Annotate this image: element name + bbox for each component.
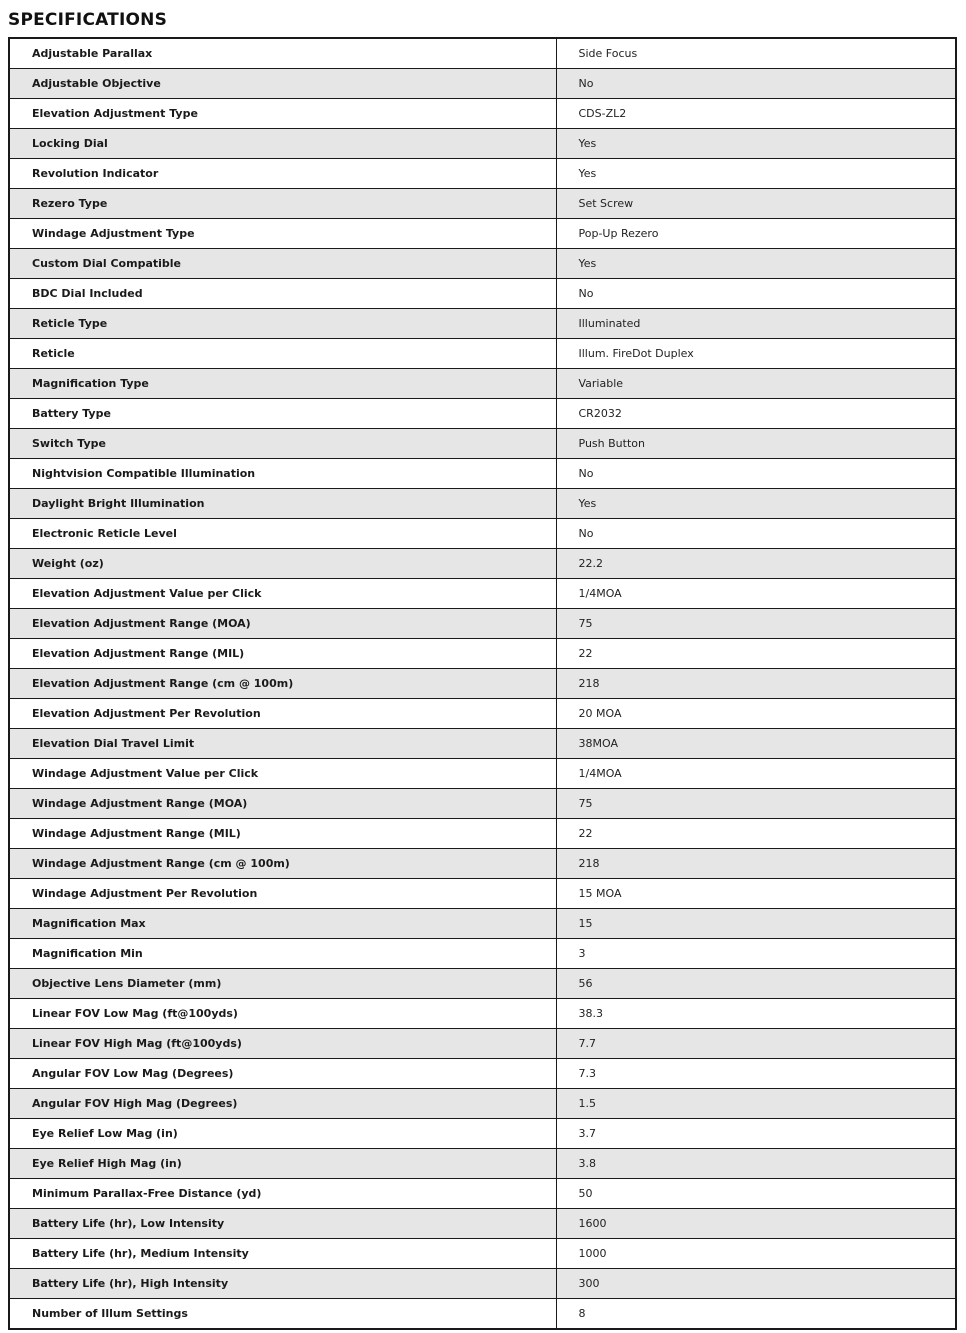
spec-label: Switch Type [9, 429, 556, 459]
table-row [9, 1239, 956, 1269]
table-row [9, 759, 956, 789]
spec-label: Eye Relief High Mag (in) [9, 1149, 556, 1179]
spec-value: 38MOA [556, 729, 956, 759]
spec-label: Elevation Adjustment Range (MIL) [9, 639, 556, 669]
spec-label: Angular FOV High Mag (Degrees) [9, 1089, 556, 1119]
spec-label: Minimum Parallax-Free Distance (yd) [9, 1179, 556, 1209]
table-row [9, 1089, 956, 1119]
table-row [9, 1119, 956, 1149]
spec-label: Battery Life (hr), High Intensity [9, 1269, 556, 1299]
spec-value: Illum. FireDot Duplex [556, 339, 956, 369]
spec-label: Weight (oz) [9, 549, 556, 579]
table-row [9, 639, 956, 669]
spec-value: 7.7 [556, 1029, 956, 1059]
table-row [9, 129, 956, 159]
spec-label: Elevation Adjustment Per Revolution [9, 699, 556, 729]
table-row [9, 1149, 956, 1179]
spec-label: Elevation Adjustment Type [9, 99, 556, 129]
table-row [9, 279, 956, 309]
spec-value: 1600 [556, 1209, 956, 1239]
spec-value: Side Focus [556, 38, 956, 69]
spec-label: Windage Adjustment Value per Click [9, 759, 556, 789]
spec-value: 75 [556, 609, 956, 639]
spec-label: Battery Life (hr), Low Intensity [9, 1209, 556, 1239]
spec-value: 218 [556, 669, 956, 699]
spec-value: 56 [556, 969, 956, 999]
table-row [9, 399, 956, 429]
spec-value: 1000 [556, 1239, 956, 1269]
spec-label: Windage Adjustment Type [9, 219, 556, 249]
table-row [9, 579, 956, 609]
table-row [9, 1029, 956, 1059]
spec-value: 50 [556, 1179, 956, 1209]
spec-value: CR2032 [556, 399, 956, 429]
table-row [9, 729, 956, 759]
spec-label: Locking Dial [9, 129, 556, 159]
table-row [9, 38, 956, 69]
table-row [9, 489, 956, 519]
spec-value: CDS-ZL2 [556, 99, 956, 129]
spec-label: Adjustable Parallax [9, 38, 556, 69]
spec-label: Number of Illum Settings [9, 1299, 556, 1330]
spec-label: Windage Adjustment Per Revolution [9, 879, 556, 909]
table-row [9, 789, 956, 819]
spec-label: Battery Type [9, 399, 556, 429]
spec-label: Battery Life (hr), Medium Intensity [9, 1239, 556, 1269]
spec-label: Elevation Adjustment Range (cm @ 100m) [9, 669, 556, 699]
spec-value: 300 [556, 1269, 956, 1299]
spec-value: No [556, 69, 956, 99]
spec-value: 22.2 [556, 549, 956, 579]
table-row [9, 1179, 956, 1209]
spec-label: Daylight Bright Illumination [9, 489, 556, 519]
table-row [9, 909, 956, 939]
table-row [9, 999, 956, 1029]
spec-label: Elevation Adjustment Value per Click [9, 579, 556, 609]
table-row [9, 1209, 956, 1239]
table-row [9, 939, 956, 969]
spec-value: Push Button [556, 429, 956, 459]
spec-label: Nightvision Compatible Illumination [9, 459, 556, 489]
spec-label: Custom Dial Compatible [9, 249, 556, 279]
spec-value: 22 [556, 639, 956, 669]
spec-value: Pop-Up Rezero [556, 219, 956, 249]
page-title: SPECIFICATIONS [8, 10, 168, 30]
spec-value: Yes [556, 249, 956, 279]
spec-label: Magnification Type [9, 369, 556, 399]
spec-label: Windage Adjustment Range (MOA) [9, 789, 556, 819]
table-row [9, 459, 956, 489]
spec-value: No [556, 459, 956, 489]
spec-value: 22 [556, 819, 956, 849]
spec-value: 75 [556, 789, 956, 819]
spec-label: Elevation Dial Travel Limit [9, 729, 556, 759]
spec-value: Yes [556, 129, 956, 159]
spec-label: Rezero Type [9, 189, 556, 219]
spec-value: 3 [556, 939, 956, 969]
specifications-table [8, 37, 957, 1330]
table-row [9, 159, 956, 189]
spec-label: Electronic Reticle Level [9, 519, 556, 549]
spec-value: 1/4MOA [556, 759, 956, 789]
spec-label: Adjustable Objective [9, 69, 556, 99]
spec-label: Magnification Max [9, 909, 556, 939]
table-row [9, 969, 956, 999]
spec-label: Windage Adjustment Range (cm @ 100m) [9, 849, 556, 879]
specifications-table-body [9, 38, 956, 1329]
spec-value: Set Screw [556, 189, 956, 219]
spec-label: Reticle [9, 339, 556, 369]
spec-value: 20 MOA [556, 699, 956, 729]
spec-label: Linear FOV Low Mag (ft@100yds) [9, 999, 556, 1029]
table-row [9, 189, 956, 219]
spec-value: Illuminated [556, 309, 956, 339]
spec-label: Angular FOV Low Mag (Degrees) [9, 1059, 556, 1089]
table-row [9, 369, 956, 399]
table-row [9, 339, 956, 369]
table-row [9, 429, 956, 459]
spec-label: Objective Lens Diameter (mm) [9, 969, 556, 999]
table-row [9, 309, 956, 339]
spec-value: 15 MOA [556, 879, 956, 909]
table-row [9, 849, 956, 879]
spec-value: Variable [556, 369, 956, 399]
spec-label: Eye Relief Low Mag (in) [9, 1119, 556, 1149]
table-row [9, 1269, 956, 1299]
spec-value: 3.7 [556, 1119, 956, 1149]
spec-label: Revolution Indicator [9, 159, 556, 189]
spec-label: Linear FOV High Mag (ft@100yds) [9, 1029, 556, 1059]
table-row [9, 609, 956, 639]
spec-value: 218 [556, 849, 956, 879]
spec-value: 1.5 [556, 1089, 956, 1119]
spec-value: 38.3 [556, 999, 956, 1029]
table-row [9, 99, 956, 129]
spec-label: Elevation Adjustment Range (MOA) [9, 609, 556, 639]
table-row [9, 879, 956, 909]
table-row [9, 219, 956, 249]
table-row [9, 519, 956, 549]
spec-value: 7.3 [556, 1059, 956, 1089]
spec-value: No [556, 519, 956, 549]
spec-label: BDC Dial Included [9, 279, 556, 309]
spec-value: 3.8 [556, 1149, 956, 1179]
spec-label: Reticle Type [9, 309, 556, 339]
spec-label: Windage Adjustment Range (MIL) [9, 819, 556, 849]
table-row [9, 1059, 956, 1089]
table-row [9, 249, 956, 279]
spec-value: Yes [556, 489, 956, 519]
spec-value: 8 [556, 1299, 956, 1330]
table-row [9, 549, 956, 579]
table-row [9, 699, 956, 729]
spec-label: Magnification Min [9, 939, 556, 969]
spec-value: 15 [556, 909, 956, 939]
table-row [9, 819, 956, 849]
spec-value: No [556, 279, 956, 309]
table-row [9, 1299, 956, 1330]
table-row [9, 669, 956, 699]
table-row [9, 69, 956, 99]
spec-value: 1/4MOA [556, 579, 956, 609]
spec-value: Yes [556, 159, 956, 189]
